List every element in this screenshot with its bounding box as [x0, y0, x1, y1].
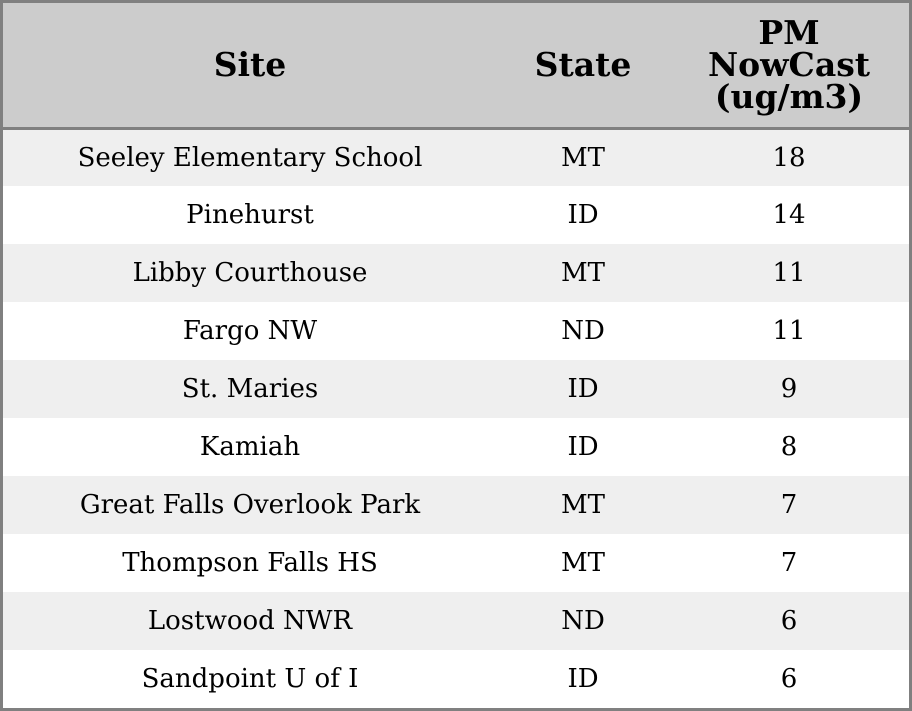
table-row [3, 592, 909, 650]
cell-pm-nowcast: 14 [772, 200, 806, 230]
cell-site: Kamiah [199, 432, 301, 462]
cell-state: ID [567, 200, 599, 230]
cell-pm-nowcast: 9 [780, 374, 798, 404]
header-row [3, 3, 909, 128]
cell-state: MT [561, 548, 605, 578]
cell-state: ID [567, 432, 599, 462]
cell-state: ND [561, 316, 605, 346]
cell-site: Lostwood NWR [147, 606, 353, 636]
table-body [3, 128, 909, 708]
cell-site: St. Maries [181, 374, 319, 404]
table-row [3, 360, 909, 418]
cell-pm-nowcast: 11 [772, 258, 806, 288]
table-header [3, 3, 909, 128]
table-row [3, 476, 909, 534]
cell-site: Thompson Falls HS [122, 548, 378, 578]
cell-site: Pinehurst [186, 200, 314, 230]
table-row [3, 244, 909, 302]
column-header-pm-nowcast [669, 3, 909, 128]
cell-pm-nowcast: 11 [772, 316, 806, 346]
cell-state: ND [561, 606, 605, 636]
cell-site: Sandpoint U of I [141, 664, 359, 694]
column-header-site-line: Site [213, 44, 287, 84]
cell-pm-nowcast: 8 [780, 432, 798, 462]
table-row [3, 302, 909, 360]
cell-pm-nowcast: 7 [780, 490, 798, 520]
column-header-pm-line-3: (ug/m3) [714, 76, 864, 116]
cell-pm-nowcast: 7 [780, 548, 798, 578]
column-header-state [497, 3, 669, 128]
table-row [3, 186, 909, 244]
cell-pm-nowcast: 6 [780, 664, 798, 694]
column-header-pm-line-1: PM [758, 12, 820, 52]
table-row [3, 650, 909, 708]
cell-state: MT [561, 142, 605, 173]
cell-state: MT [561, 490, 605, 520]
pm-nowcast-table [3, 3, 909, 708]
cell-pm-nowcast: 18 [772, 142, 806, 173]
column-header-site [3, 3, 497, 128]
table-row [3, 128, 909, 186]
cell-state: ID [567, 374, 599, 404]
column-header-pm-line-2: NowCast [707, 44, 871, 84]
column-header-state-line: State [534, 44, 632, 84]
cell-site: Great Falls Overlook Park [79, 490, 421, 520]
cell-pm-nowcast: 6 [780, 606, 798, 636]
cell-site: Libby Courthouse [132, 258, 368, 288]
cell-site: Fargo NW [182, 316, 318, 346]
table-row [3, 534, 909, 592]
cell-state: ID [567, 664, 599, 694]
cell-state: MT [561, 258, 605, 288]
cell-site: Seeley Elementary School [77, 142, 423, 173]
table-row [3, 418, 909, 476]
